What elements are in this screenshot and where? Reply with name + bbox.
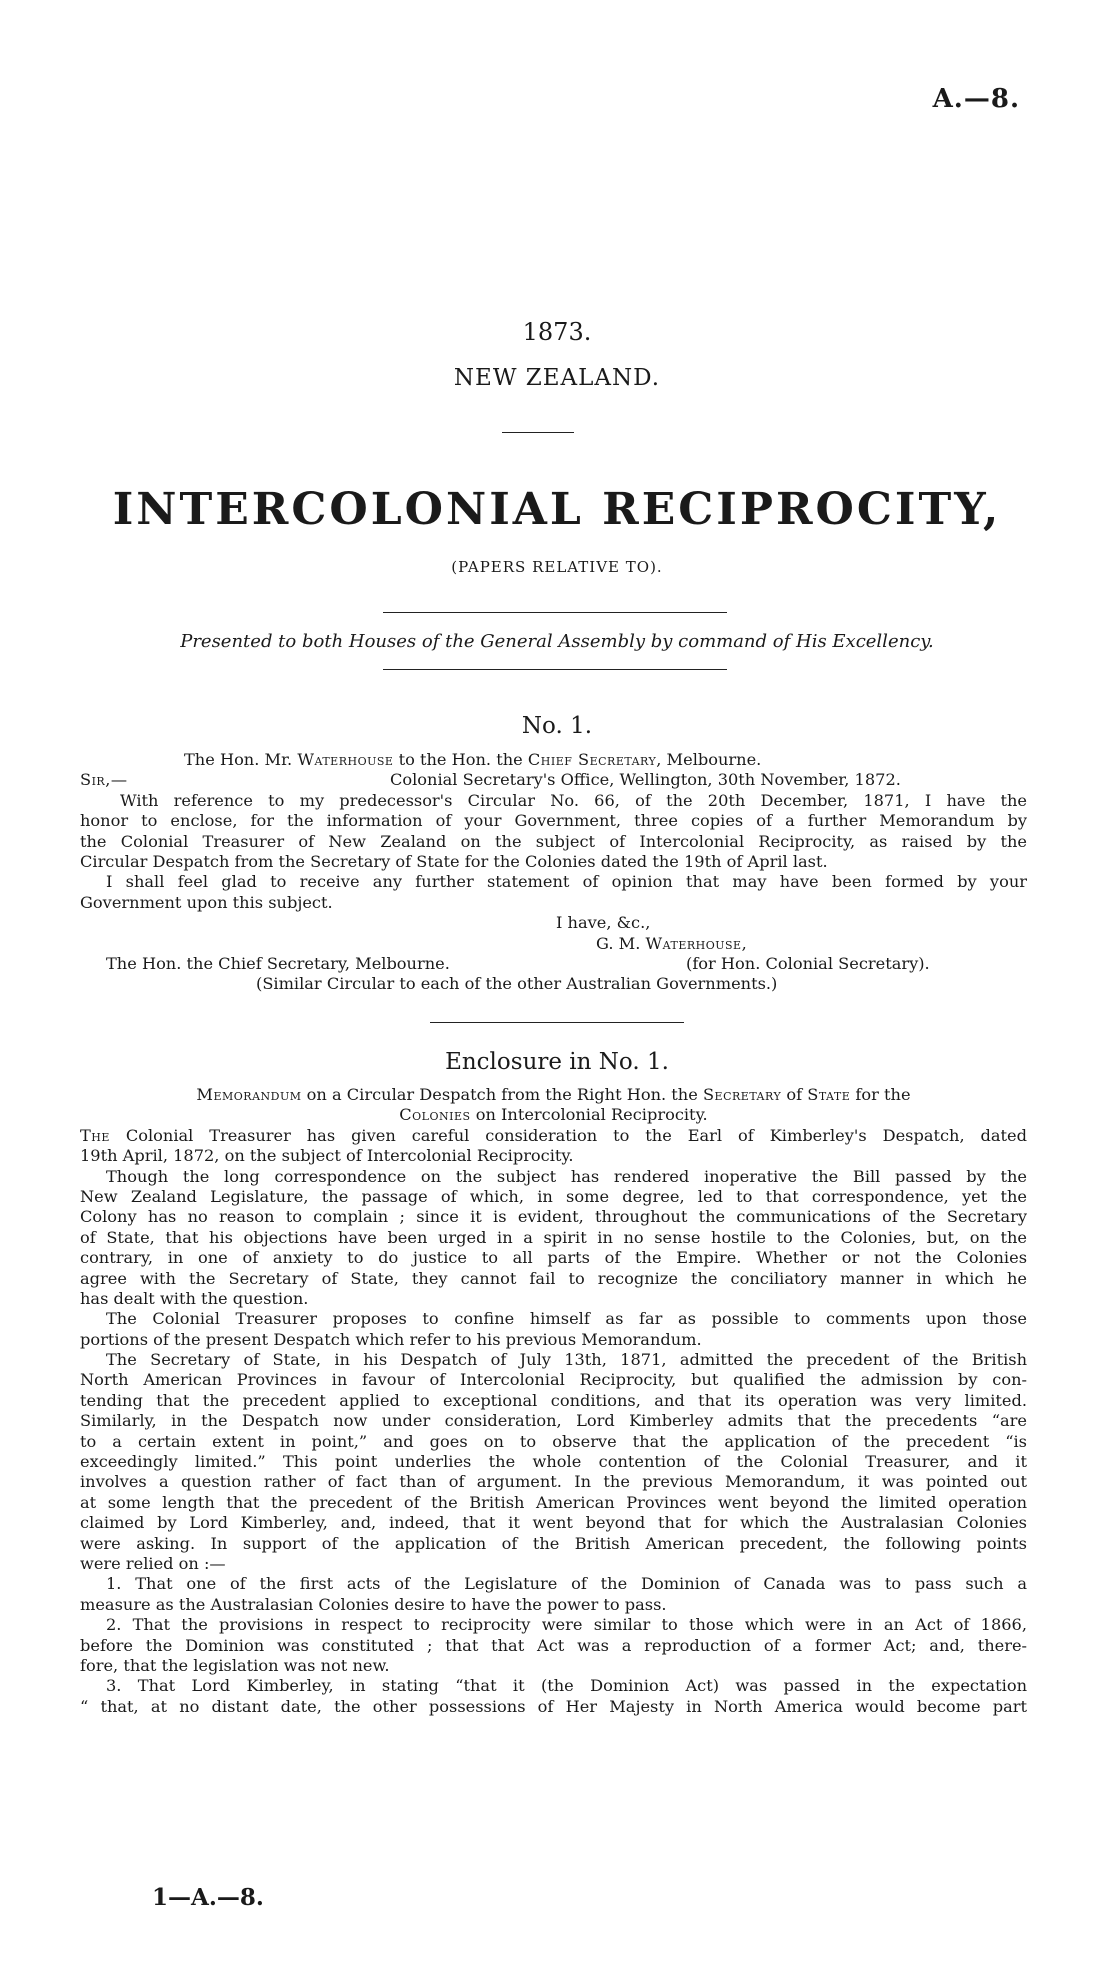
- signatory-role: (for Hon. Colonial Secretary).: [686, 953, 930, 973]
- memo-paragraph-1: [80, 1126, 1027, 1167]
- country: NEW ZEALAND.: [453, 365, 661, 391]
- divider-enclosure: [430, 1022, 684, 1023]
- text-line: agree with the Secretary of State, they cannot fail to recognize the conciliatory manner in which he: [80, 1268, 1027, 1288]
- text-line: I shall feel glad to receive any further statement of opinion that may have been formed by your: [106, 872, 1027, 892]
- memo-point-2: [80, 1615, 1027, 1676]
- text-line: Though the long correspondence on the subject has rendered inoperative the Bill passed by the: [106, 1166, 1027, 1186]
- letter-paragraph-2: [80, 872, 1027, 913]
- text-line: the Colonial Treasurer of New Zealand on the subject of Intercolonial Reciprocity, as raised by the: [80, 831, 1027, 851]
- circular-note: (Similar Circular to each of the other Australian Governments.): [256, 974, 778, 994]
- divider-bottom: [383, 669, 727, 670]
- salutation: Sir,—: [80, 770, 128, 790]
- text-line: at some length that the precedent of the British American Provinces went beyond the limited operation: [80, 1492, 1027, 1512]
- text-line: contrary, in one of anxiety to do justice to all parts of the Empire. Whether or not the Colonies: [80, 1248, 1027, 1268]
- text-line: With reference to my predecessor's Circular No. 66, of the 20th December, 1871, I have the: [120, 790, 1027, 810]
- section-heading-no1: No. 1.: [521, 713, 593, 739]
- addressee: The Hon. the Chief Secretary, Melbourne.: [106, 953, 450, 973]
- signatory: G. M. Waterhouse,: [596, 933, 748, 953]
- text-line: The Colonial Treasurer proposes to confine himself as far as possible to comments upon those: [106, 1309, 1027, 1329]
- text-line: 19th April, 1872, on the subject of Intercolonial Reciprocity.: [80, 1146, 574, 1166]
- letter-paragraph-1: [80, 791, 1027, 873]
- text-line: to a certain extent in point,” and goes on to observe that the application of the precedent “is: [80, 1431, 1027, 1451]
- letter-no1: [80, 750, 1027, 995]
- text-line: Circular Despatch from the Secretary of State for the Colonies dated the 19th of April last.: [80, 851, 828, 871]
- text-line: The Secretary of State, in his Despatch of July 13th, 1871, admitted the precedent of the British: [106, 1350, 1027, 1370]
- divider-top: [383, 612, 727, 613]
- text-line: fore, that the legislation was not new.: [80, 1655, 390, 1675]
- text-line: North American Provinces in favour of Intercolonial Reciprocity, but qualified the admission by con-: [80, 1370, 1027, 1390]
- salutation-line: [80, 770, 1027, 790]
- presented-line: Presented to both Houses of the General Assembly by command of His Excellency.: [180, 631, 934, 652]
- memo-point-1: [80, 1574, 1027, 1615]
- footer-reference: 1—A.—8.: [152, 1884, 264, 1911]
- text-line: were relied on :—: [80, 1553, 226, 1573]
- memo-point-3: [80, 1676, 1027, 1717]
- text-line: The Colonial Treasurer has given careful consideration to the Earl of Kimberley's Despatch, dated: [80, 1125, 1027, 1145]
- memo-paragraph-2: [80, 1167, 1027, 1310]
- text-line: honor to enclose, for the information of your Government, three copies of a further Memorandum by: [80, 811, 1027, 831]
- text-line: measure as the Australasian Colonies desire to have the power to pass.: [80, 1594, 667, 1614]
- text-line: of State, that his objections have been urged in a spirit in no sense hostile to the Colonies, but, on the: [80, 1227, 1027, 1247]
- text-line: “ that, at no distant date, the other possessions of Her Majesty in North America would become part: [80, 1696, 1027, 1716]
- memo-paragraph-3: [80, 1309, 1027, 1350]
- memo-title-line-2: Colonies on Intercolonial Reciprocity.: [399, 1105, 708, 1125]
- text-line: claimed by Lord Kimberley, and, indeed, that it went beyond that for which the Australasian Colonies: [80, 1513, 1027, 1533]
- text-line: 1. That one of the first acts of the Legislature of the Dominion of Canada was to pass such a: [106, 1574, 1027, 1594]
- text-line: has dealt with the question.: [80, 1288, 309, 1308]
- text-line: 3. That Lord Kimberley, in stating “that it (the Dominion Act) was passed in the expectation: [106, 1676, 1027, 1696]
- text-line: Government upon this subject.: [80, 892, 333, 912]
- text-line: exceedingly limited.” This point underlies the whole contention of the Colonial Treasurer, and it: [80, 1452, 1027, 1472]
- memo-paragraph-4: [80, 1350, 1027, 1574]
- addressee-line: [80, 954, 1027, 974]
- section-heading-enclosure: Enclosure in No. 1.: [445, 1049, 669, 1075]
- address-line: Colonial Secretary's Office, Wellington, 30th November, 1872.: [390, 770, 901, 790]
- text-line: portions of the present Despatch which refer to his previous Memorandum.: [80, 1329, 702, 1349]
- document-subtitle: (PAPERS RELATIVE TO).: [451, 558, 663, 576]
- text-line: tending that the precedent applied to exceptional conditions, and that its operation was very limited.: [80, 1390, 1027, 1410]
- page-reference: A.—8.: [932, 84, 1020, 114]
- letter-from-to: The Hon. Mr. Waterhouse to the Hon. the Chief Secretary, Melbourne.: [184, 750, 762, 769]
- year: 1873.: [522, 318, 592, 346]
- text-line: Colony has no reason to complain ; since it is evident, throughout the communications of the Secretary: [80, 1207, 1027, 1227]
- closing: I have, &c.,: [556, 913, 651, 933]
- text-line: New Zealand Legislature, the passage of which, in some degree, led to that correspondence, yet the: [80, 1186, 1027, 1206]
- text-line: involves a question rather of fact than of argument. In the previous Memorandum, it was pointed out: [80, 1472, 1027, 1492]
- memo-title-line-1: Memorandum on a Circular Despatch from the Right Hon. the Secretary of State for the: [196, 1085, 911, 1104]
- divider-short: [502, 432, 574, 433]
- text-line: Similarly, in the Despatch now under consideration, Lord Kimberley admits that the precedents “are: [80, 1411, 1027, 1431]
- text-line: before the Dominion was constituted ; that that Act was a reproduction of a former Act; and, there-: [80, 1635, 1027, 1655]
- enclosure-memorandum: [80, 1085, 1027, 1717]
- text-line: 2. That the provisions in respect to reciprocity were similar to those which were in an Act of 1866,: [106, 1615, 1027, 1635]
- document-title: INTERCOLONIAL RECIPROCITY,: [112, 484, 1002, 535]
- text-line: were asking. In support of the application of the British American precedent, the following points: [80, 1533, 1027, 1553]
